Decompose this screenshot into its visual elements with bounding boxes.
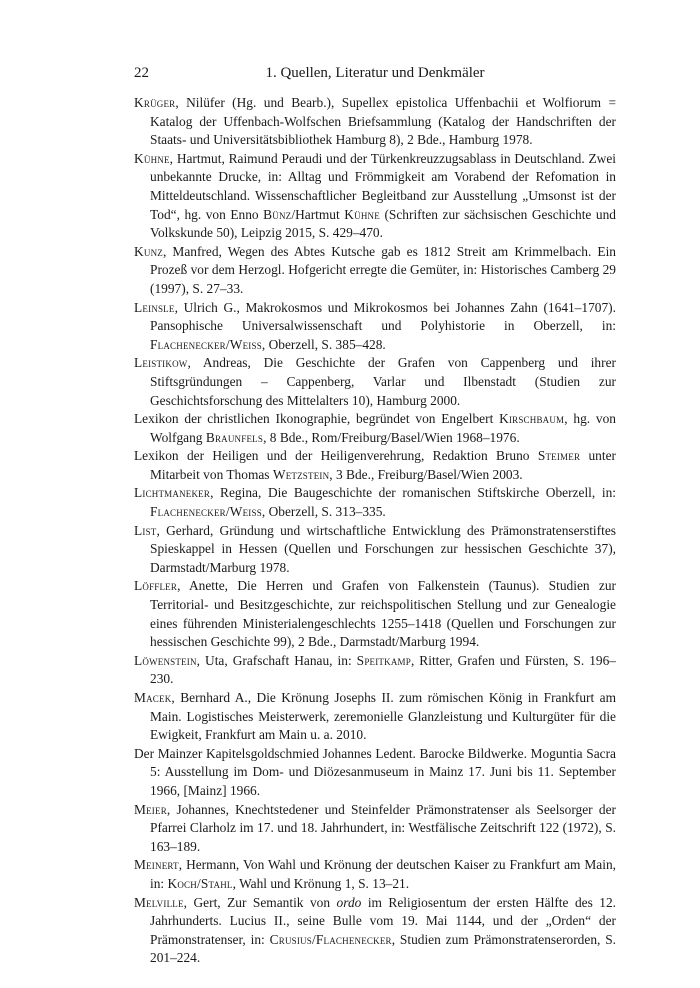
page-number: 22: [134, 65, 149, 81]
entry-text: Lexikon der Heiligen und der Heiligenverehrung, Redaktion Bruno: [134, 448, 538, 464]
entry-text: Der Mainzer Kapitelsgoldschmied Johannes Ledent. Barocke Bildwerke. Moguntia Sacra 5: Ausstellung im Dom- und Diözesanmuseum in Mainz 17. Juni bis 11. September 1966, [Mainz] 1966.: [134, 745, 616, 798]
page-header: [134, 62, 616, 84]
entry-text: , Ritter, Grafen und Fürsten, S. 196–230.: [150, 652, 616, 687]
bibliography-entry: [134, 243, 616, 299]
bibliography-entry: [134, 447, 616, 484]
bibliography-entry: [134, 94, 616, 150]
bibliography-entry: [134, 652, 616, 689]
author-name: Melville: [134, 894, 184, 910]
entry-text: , Oberzell, S. 385–428.: [261, 336, 386, 352]
bibliography-entry: [134, 522, 616, 578]
entry-text: , Bernhard A., Die Krönung Josephs II. zum römischen König in Frankfurt am Main. Logistisches Meisterwerk, zeremonielle Glanzleistung und Kulturgüter für die Ewigkeit, Frankfurt am Main u. a. 2010.: [150, 690, 616, 743]
entry-text: , Regina, Die Baugeschichte der romanischen Stiftskirche Oberzell, in:: [210, 485, 616, 501]
author-name: Macek: [134, 690, 172, 705]
author-name: Kühne: [134, 150, 170, 166]
author-name: Steimer: [537, 448, 581, 464]
entry-text: , Johannes, Knechtstedener und Steinfelder Prämonstratenser als Seelsorger der Pfarrei Clarholz im 17. und 18. Jahrhundert, in: Westfälische Zeitschrift 122 (1972), S. 163–189.: [150, 801, 616, 854]
entry-text: , Anette, Die Herren und Grafen von Falkenstein (Taunus). Studien zur Territorial- und Besitzgeschichte, zur reichspolitischen Stellung und zur Genealogie eines führenden Ministerialengeschlechts 1255–1418 (Quellen und Forschungen zur hessischen Geschichte 99), 2 Bde., Darmstadt/Marburg 1994.: [150, 578, 616, 650]
bibliography-entry: [134, 484, 616, 521]
author-name: Braunfels: [205, 429, 264, 445]
author-name: Crusius/Flachenecker: [269, 931, 392, 947]
bibliography-entry: [134, 150, 616, 243]
bibliography-list: [134, 94, 616, 968]
italic-term: ordo: [336, 894, 362, 910]
author-name: Lichtmaneker: [134, 485, 211, 501]
entry-text: im Religiosentum der ersten Hälfte des 12. Jahrhunderts. Lucius II., seine Bulle vom 19. Mai 1144, und der „Orden“ der Prämonstratenser, in:: [150, 894, 617, 947]
entry-text: , Gert, Zur Semantik von: [183, 894, 337, 910]
entry-text: unter Mitarbeit von Thomas: [150, 448, 616, 482]
bibliography-entry: [134, 689, 616, 745]
author-name: Flachenecker/Weiss: [150, 336, 262, 352]
author-name: Krüger: [134, 95, 176, 110]
bibliography-entry: [134, 410, 616, 447]
author-name: List: [134, 522, 157, 538]
author-name: Leinsle: [134, 299, 175, 315]
entry-text: , Wahl und Krönung 1, S. 13–21.: [232, 875, 410, 891]
author-name: Wetzstein: [272, 466, 330, 482]
running-title: 1. Quellen, Literatur und Denkmäler: [265, 65, 485, 81]
author-name: Kühne: [344, 206, 380, 222]
bibliography-entry: [134, 745, 616, 801]
author-name: Leistikow: [134, 355, 188, 371]
entry-text: (Schriften zur sächsischen Geschichte und Volkskunde 50), Leipzig 2015, S. 429–470.: [150, 206, 616, 241]
bibliography-entry: [134, 577, 616, 651]
bibliography-entry: [134, 354, 616, 410]
author-name: Löwenstein: [134, 652, 197, 668]
entry-text: , 3 Bde., Freiburg/Basel/Wien 2003.: [329, 466, 523, 482]
author-name: Koch/Stahl: [167, 875, 233, 891]
author-name: Kunz: [134, 243, 163, 259]
entry-text: Lexikon der christlichen Ikonographie, begründet von Engelbert: [134, 411, 500, 427]
author-name: Meier: [134, 801, 167, 817]
author-name: Meinert: [134, 857, 179, 873]
author-name: Löffler: [134, 578, 178, 594]
entry-text: , Gerhard, Gründung und wirtschaftliche Entwicklung des Prämonstratenserstiftes Spieskappel in Hessen (Quellen und Forschungen zur hessischen Geschichte 37), Darmstadt/Marburg 1978.: [150, 522, 616, 575]
entry-text: , Ulrich G., Makrokosmos und Mikrokosmos bei Johannes Zahn (1641–1707). Pansophische Universalwissenschaft und Polyhistorie in Oberzell, in:: [150, 299, 616, 334]
bibliography-entry: [134, 894, 616, 968]
entry-text: , Studien zum Prämonstratenserorden, S. 201–224.: [150, 931, 617, 966]
author-name: Bünz: [263, 206, 292, 222]
entry-text: , Hermann, Von Wahl und Krönung der deutschen Kaiser zu Frankfurt am Main, in:: [150, 857, 616, 891]
author-name: Speitkamp: [356, 652, 411, 668]
entry-text: , Hartmut, Raimund Peraudi und der Türkenkreuzzugsablass in Deutschland. Zwei unbekannte Drucke, in: Alltag und Frömmigkeit am Vorabend der Refomation in Mitteldeutschland. Wissenschaftlicher Begleitband zur Ausstellung „Umsonst ist der Tod“, hg. von Enno: [150, 150, 616, 222]
entry-text: , 8 Bde., Rom/Freiburg/Basel/Wien 1968–1976.: [263, 429, 520, 445]
entry-text: , Nilüfer (Hg. und Bearb.), Supellex epistolica Uffenbachii et Wolfiorum = Katalog der Uffenbach-Wolfschen Briefsammlung (Katalog der Handschriften der Staats- und Universitätsbibliothek Hamburg 8), 2 Bde., Hamburg 1978.: [150, 95, 616, 148]
author-name: Kirschbaum: [499, 411, 565, 427]
entry-text: , Andreas, Die Geschichte der Grafen von Cappenberg und ihrer Stiftsgründungen – Cappenberg, Varlar und Ilbenstadt (Studien zur Geschichtsforschung des Mittelalters 10), Hamburg 2000.: [150, 355, 616, 408]
bibliography-entry: [134, 299, 616, 355]
entry-text: , hg. von Wolfgang: [150, 411, 616, 445]
author-name: Flachenecker/Weiss: [150, 504, 262, 520]
entry-text: , Uta, Grafschaft Hanau, in:: [196, 652, 357, 668]
bibliography-entry: [134, 856, 616, 893]
entry-text: , Manfred, Wegen des Abtes Kutsche gab es 1812 Streit am Krimmelbach. Ein Prozeß vor dem Herzogl. Hofgericht erregte die Gemüter, in: Historisches Camberg 29 (1997), S. 27–33.: [150, 243, 616, 296]
entry-text: , Oberzell, S. 313–335.: [261, 504, 386, 520]
bibliography-entry: [134, 801, 616, 857]
entry-text: /Hartmut: [291, 206, 345, 222]
